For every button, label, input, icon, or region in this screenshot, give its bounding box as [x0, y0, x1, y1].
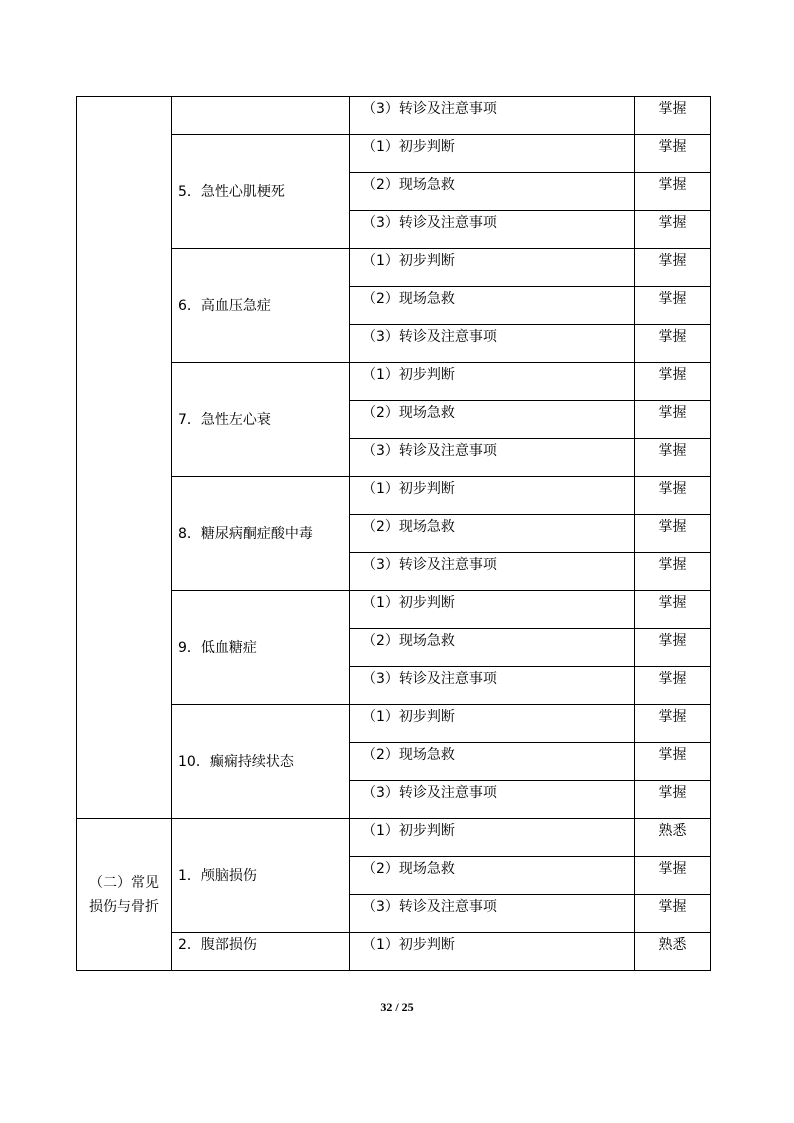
subtopic-cell: （1）初步判断 — [350, 591, 635, 629]
level-cell: 掌握 — [635, 211, 711, 249]
page-number: 32 / 25 — [380, 1000, 414, 1014]
level-cell: 掌握 — [635, 743, 711, 781]
table-row — [77, 249, 711, 287]
subtopic-cell: （2）现场急救 — [350, 629, 635, 667]
item-cell — [172, 97, 350, 135]
item-cell: 1．颅脑损伤 — [172, 819, 350, 933]
category-cell — [77, 97, 172, 819]
subtopic-cell: （3）转诊及注意事项 — [350, 781, 635, 819]
subtopic-cell: （1）初步判断 — [350, 819, 635, 857]
item-cell: 7．急性左心衰 — [172, 363, 350, 477]
subtopic-cell: （3）转诊及注意事项 — [350, 439, 635, 477]
item-cell: 8．糖尿病酮症酸中毒 — [172, 477, 350, 591]
table-row — [77, 705, 711, 743]
table-row — [77, 363, 711, 401]
level-cell: 掌握 — [635, 857, 711, 895]
subtopic-cell: （2）现场急救 — [350, 401, 635, 439]
table-row — [77, 933, 711, 971]
subtopic-cell: （1）初步判断 — [350, 363, 635, 401]
subtopic-cell: （3）转诊及注意事项 — [350, 553, 635, 591]
level-cell: 掌握 — [635, 629, 711, 667]
level-cell: 掌握 — [635, 325, 711, 363]
subtopic-cell: （3）转诊及注意事项 — [350, 325, 635, 363]
table-row — [77, 477, 711, 515]
table-row — [77, 819, 711, 857]
syllabus-table — [76, 96, 711, 971]
subtopic-cell: （1）初步判断 — [350, 477, 635, 515]
level-cell: 熟悉 — [635, 933, 711, 971]
level-cell: 掌握 — [635, 439, 711, 477]
category-cell — [77, 819, 172, 971]
subtopic-cell: （1）初步判断 — [350, 249, 635, 287]
subtopic-cell: （1）初步判断 — [350, 933, 635, 971]
level-cell: 掌握 — [635, 591, 711, 629]
level-cell: 掌握 — [635, 135, 711, 173]
item-cell: 2．腹部损伤 — [172, 933, 350, 971]
subtopic-cell: （1）初步判断 — [350, 135, 635, 173]
table-row — [77, 97, 711, 135]
item-cell: 6．高血压急症 — [172, 249, 350, 363]
item-cell: 10．癫痫持续状态 — [172, 705, 350, 819]
level-cell: 掌握 — [635, 287, 711, 325]
subtopic-cell: （1）初步判断 — [350, 705, 635, 743]
level-cell: 熟悉 — [635, 819, 711, 857]
level-cell: 掌握 — [635, 553, 711, 591]
item-cell: 9．低血糖症 — [172, 591, 350, 705]
level-cell: 掌握 — [635, 401, 711, 439]
level-cell: 掌握 — [635, 781, 711, 819]
table-row — [77, 135, 711, 173]
subtopic-cell: （2）现场急救 — [350, 173, 635, 211]
level-cell: 掌握 — [635, 667, 711, 705]
level-cell: 掌握 — [635, 363, 711, 401]
subtopic-cell: （3）转诊及注意事项 — [350, 667, 635, 705]
subtopic-cell: （2）现场急救 — [350, 515, 635, 553]
level-cell: 掌握 — [635, 895, 711, 933]
level-cell: 掌握 — [635, 477, 711, 515]
category-label: （二）常见 — [89, 874, 159, 891]
level-cell: 掌握 — [635, 173, 711, 211]
item-cell: 5．急性心肌梗死 — [172, 135, 350, 249]
level-cell: 掌握 — [635, 515, 711, 553]
subtopic-cell: （2）现场急救 — [350, 857, 635, 895]
subtopic-cell: （2）现场急救 — [350, 743, 635, 781]
subtopic-cell: （3）转诊及注意事项 — [350, 895, 635, 933]
level-cell: 掌握 — [635, 249, 711, 287]
subtopic-cell: （3）转诊及注意事项 — [350, 97, 635, 135]
subtopic-cell: （3）转诊及注意事项 — [350, 211, 635, 249]
level-cell: 掌握 — [635, 705, 711, 743]
table-row — [77, 591, 711, 629]
level-cell: 掌握 — [635, 97, 711, 135]
category-label: 损伤与骨折 — [89, 898, 159, 915]
subtopic-cell: （2）现场急救 — [350, 287, 635, 325]
